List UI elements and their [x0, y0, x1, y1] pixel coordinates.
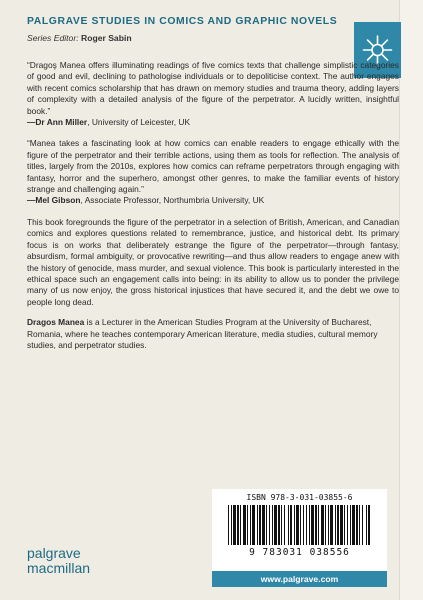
book-blurb: This book foregrounds the figure of the perpetrator in a selection of British, American, and Canadian comics and explores questions related to remembrance, justice, and historical debt. Its primary focus is on works that deliberately estrange the figure of the perpetrator—through fantasy, absurdism, formal ambiguity, or provocative rewriting—and thus allow readers to engage anew with the history of genocide, mass murder, and sexual violence. This book is particularly interested in the ethical space such an engagement calls into being: in its ability to allow us to ponder the privilege many of us now enjoy, the gross historical injustices that have secured it, and the debt we owe to people long dead.: [27, 216, 399, 307]
review-quote-2: “Manea takes a fascinating look at how comics can enable readers to engage ethically with the figure of the perpetrator and their terrible actions, using them as tools for reflection. The analysis of titles, largely from the 2010s, explores how comics can reframe perpetrators through engaging with fantasy, horror and the superhero, amongst other genres, to make the familiar events of history strange and challenging again.”: [27, 138, 399, 195]
author-bio: [27, 317, 399, 351]
review-attribution-1: [27, 117, 399, 128]
author-name: Dragos Manea: [27, 317, 85, 328]
website-link[interactable]: www.palgrave.com: [212, 571, 387, 587]
reviewer-name: —Mel Gibson: [27, 195, 81, 206]
series-editor-name: Roger Sabin: [80, 33, 132, 43]
barcode-box: [212, 489, 387, 571]
back-cover-text: [27, 60, 399, 351]
spine-edge: [399, 0, 423, 600]
review-attribution-2: [27, 195, 399, 206]
isbn-label: ISBN 978-3-031-03855-6: [246, 493, 353, 502]
series-editor-label: Series Editor:: [27, 33, 79, 43]
barcode-icon: [226, 505, 373, 547]
series-editor: [27, 33, 132, 43]
publisher-logo-line1: palgrave: [27, 545, 81, 561]
review-quote-1: “Dragoş Manea offers illuminating readings of five comics texts that challenge simplistic categories of good and evil, declining to pathologise individuals or to depoliticise context. The author engages with recent comics scholarship that has drawn on memory studies and trauma theory, adding layers of complexity with a detailed analysis of the figure of the perpetrator. A lucidly written, insightful book.”: [27, 60, 399, 116]
reviewer-affiliation: , University of Leicester, UK: [87, 117, 191, 128]
barcode-digits: 9 783031 038556: [249, 547, 350, 558]
reviewer-affiliation: , Associate Professor, Northumbria University, UK: [80, 195, 265, 206]
reviewer-name: —Dr Ann Miller: [27, 117, 88, 128]
series-title: PALGRAVE STUDIES IN COMICS AND GRAPHIC NOVELS: [27, 16, 338, 27]
author-bio-text: is a Lecturer in the American Studies Program at the University of Bucharest, Romania, where he teaches contemporary American literature, media studies, cultural memory studies, and perpetrator studies.: [27, 317, 378, 350]
publisher-logo-line2: macmillan: [27, 560, 91, 576]
publisher-logo: [27, 546, 90, 576]
